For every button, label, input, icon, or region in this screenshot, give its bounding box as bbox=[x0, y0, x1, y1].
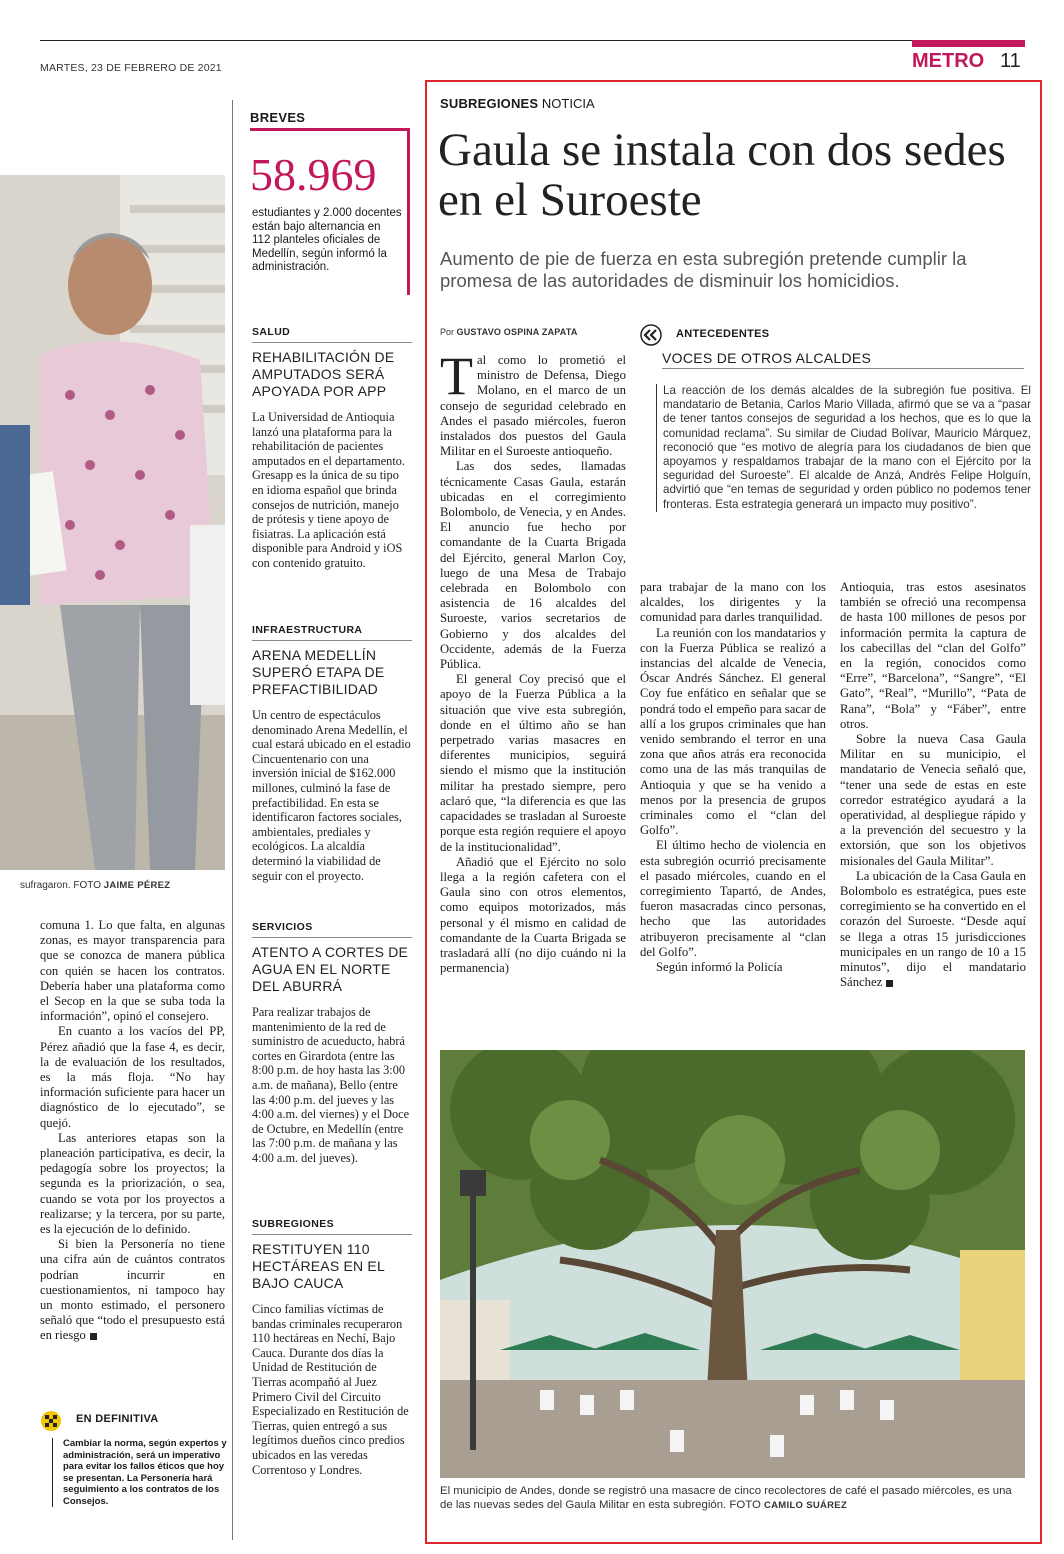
drop-cap: T bbox=[440, 346, 473, 406]
brief-tag: SALUD bbox=[252, 326, 291, 338]
issue-date: MARTES, 23 DE FEBRERO DE 2021 bbox=[40, 62, 222, 74]
section-bar bbox=[912, 40, 1025, 47]
paragraph: Las anteriores etapas son la planeación participativa, es decir, la pedagogía sobre los proyectos; la segunda es la priorización, o sea, cuando se vota por los proyectos a realizarse; y la tercera, por su parte, es la ejecución de lo definido. bbox=[40, 1130, 225, 1237]
brief-rule bbox=[252, 342, 412, 343]
column-divider bbox=[232, 100, 233, 1540]
andes-plaza-photo bbox=[440, 1050, 1025, 1478]
top-rule bbox=[40, 40, 1025, 41]
brief-tag: INFRAESTRUCTURA bbox=[252, 624, 363, 636]
article-column-2 bbox=[640, 580, 826, 975]
big-number: 58.969 bbox=[250, 149, 377, 200]
article-kicker: SUBREGIONES NOTICIA bbox=[440, 96, 595, 111]
paragraph: comuna 1. Lo que falta, en algunas zonas, es mayor transparencia para que se conozca de manera pública con quién se hacen los contratos. Debería haber una plataforma como el Secop en la que se suba toda la información”, opinó el consejero. bbox=[40, 918, 225, 1024]
brief-rule bbox=[252, 1234, 412, 1235]
paragraph: La ubicación de la Casa Gaula en Bolombolo es estratégica, pues este corregimiento se ha convertido en el corazón del Suroeste. “Desde aquí se llega a otras 15 jurisdicciones municipales en un rango de 10 a 15 minutos”, dijo el mandatario Sánchez bbox=[840, 868, 1026, 990]
brief-title: REHABILITACIÓN DE AMPUTADOS SERÁ APOYADA POR APP bbox=[252, 349, 395, 399]
section-name: METRO bbox=[912, 50, 985, 72]
brief-title: ARENA MEDELLÍN SUPERÓ ETAPA DE PREFACTIBILIDAD bbox=[252, 647, 385, 697]
paragraph: El general Coy precisó que el apoyo de la Fuerza Pública a la situación que vive esta subregión, donde en el último año se han perpetrado varias masacres en diferentes municipios, seguirá siendo el mismo que la institución militar ha prestado siempre, pero aclaró que, “la diferencia es que las capacidades se trasladan al Suroeste porque esta región requiere el apoyo de la institucionalidad”. bbox=[440, 672, 626, 854]
brief-tag: SUBREGIONES bbox=[252, 1218, 334, 1230]
paragraph: En cuanto a los vacíos del PP, Pérez añadió que la fase 4, es decir, la de evaluación de los resultados, es la más floja. “No hay información suficiente para hacer un diagnóstico de lo ejecutado”, se quejó. bbox=[40, 1024, 225, 1130]
paragraph: Tal como lo prometió el ministro de Defensa, Diego Molano, en el marco de un consejo de seguridad celebrado en Andes el pasado miércoles, fueron instalados dos puestos del Gaula Militar en el Suroeste antioqueño. bbox=[440, 346, 626, 459]
en-definitiva-text: Cambiar la norma, según expertos y administración, será un imperativo para evitar los fallos éticos que hoy se presentan. La Personería hará seguimiento a los contratos de los Consejos. bbox=[52, 1438, 233, 1507]
end-mark-icon bbox=[90, 1333, 97, 1340]
left-photo-caption: sufragaron. FOTO JAIME PÉREZ bbox=[20, 880, 171, 891]
accent-bar bbox=[407, 130, 410, 295]
brief-item bbox=[252, 921, 412, 1166]
article-column-1 bbox=[440, 346, 626, 976]
brief-body: Cinco familias víctimas de bandas criminales recuperaron 110 hectáreas en Nechí, Bajo Cauca. Durante dos días la Unidad de Restitución de Tierras acompañó al Juez Primero Civil del Circuito Especializado en Restitución de Tierras, quien entregó a sus legítimos dueños cinco predios ubicados en las veredas Correntoso y Londres. bbox=[252, 1302, 409, 1477]
paragraph: Según informó la Policía bbox=[656, 960, 783, 975]
main-photo-caption: El municipio de Andes, donde se registró una masacre de cinco recolectores de café el pasado miércoles, es una de las nuevas sedes del Gaula Militar en esta subregión. FOTO CAMILO SUÁREZ bbox=[440, 1485, 1012, 1511]
big-number-description: estudiantes y 2.000 docentes están bajo alternancia en 112 planteles oficiales de Medellín, según informó la administración. bbox=[252, 207, 402, 274]
breves-rule bbox=[250, 128, 410, 131]
brief-title: RESTITUYEN 110 HECTÁREAS EN EL BAJO CAUCA bbox=[252, 1241, 385, 1291]
woman-voting-photo bbox=[0, 175, 225, 870]
paragraph: El último hecho de violencia en esta subregión ocurrió precisamente el pasado miércoles, cuando en el corregimiento Tapartó, de Andes, fueron masacradas cinco personas, hecho que las autoridades atribuyeron precisamente al “clan del Golfo”. bbox=[640, 838, 826, 959]
brief-body: La Universidad de Antioquia lanzó una plataforma para la rehabilitación de pacientes amputados en el departamento. Gresapp es la única de su tipo en idioma español que brinda consejos de nutrición, manejo de prótesis y tiene apoyo de fisiatras. La aplicación está disponible para Android y iOS con contenido gratuito. bbox=[252, 410, 405, 570]
paragraph: La reunión con los mandatarios y con la Fuerza Pública se realizó a instancias del alcalde de Venecia, Óscar Andrés Sánchez. El general Coy fue enfático en señalar que se pondrá todo el empeño para sacar de allí a los grupos criminales que han venido sembrando el terror en una zona que años atrás era reconocida como una de las más tranquilas de Antioquia y que se ha venido a menos por la presencia de grupos criminales como el “clan del Golfo”. bbox=[640, 625, 827, 838]
antecedentes-text: La reacción de los demás alcaldes de la subregión fue positiva. El mandatario de Betania, Carlos Mario Villada, afirmó que se va a “pasar de tener tantos consejos de seguridad a los hechos, que es lo que la comunidad reclama”. Su similar de Ciudad Bolívar, Mauricio Márquez, reconoció que “es motivo de alegría para los ciudadanos de bien que apoyamos y respaldamos trabajar de la mano con el Ejército por la seguridad del Suroeste”. El alcalde de Anzá, Andrés Felipe Holguín, advirtió que “en temas de seguridad y orden público no podemos tener fronteras. Esta estrategia generará un impacto muy positivo”. bbox=[656, 384, 1031, 512]
main-photo-credit: CAMILO SUÁREZ bbox=[763, 1500, 848, 1511]
double-chevron-icon bbox=[640, 324, 662, 346]
brief-tag: SERVICIOS bbox=[252, 921, 313, 933]
article-headline: Gaula se instala con dos sedes en el Suroeste bbox=[438, 124, 1006, 226]
brief-item bbox=[252, 326, 412, 571]
brief-title: ATENTO A CORTES DE AGUA EN EL NORTE DEL ABURRÁ bbox=[252, 944, 409, 994]
article-column-3 bbox=[840, 580, 1026, 990]
paragraph: Antioquia, tras estos asesinatos también se ofreció una recompensa de hasta 100 millones de pesos por información permita la captura de los cabecillas del “clan del Golfo” en la región, conocidos como “Erre”, “Barcelona”, “Sangre”, “El Gato”, “Real”, “Murillo”, “Pata de Rana”, “Bola” y “Fáber”, entre otros. bbox=[840, 580, 1026, 731]
page-number: 11 bbox=[1000, 50, 1021, 72]
antecedentes-title: ANTECEDENTES bbox=[676, 328, 770, 340]
paragraph: Añadió que el Ejército no solo llega a la región cafetera con el Gaula sino con otros elementos, como equipos motorizados, más personal y él mismo en calidad de comandante de la Cuarta Brigada se trasladará allí (no dijo cuándo ni la permanencia) bbox=[440, 854, 626, 976]
end-mark-icon bbox=[886, 980, 893, 987]
article-byline: Por GUSTAVO OSPINA ZAPATA bbox=[440, 327, 578, 337]
paragraph: Sobre la nueva Casa Gaula Militar en su municipio, el mandatario de Venecia señaló que, “tener una sede de estas en este corredor estratégico ayudará a la operatividad, al despliegue rápido y a la prevención del secuestro y la extorsión, que son los objetivos misionales del Gaula Militar”. bbox=[840, 732, 1026, 868]
brief-item bbox=[252, 624, 412, 883]
antecedentes-subtitle: VOCES DE OTROS ALCALDES bbox=[662, 350, 1024, 369]
paragraph: Las dos sedes, llamadas técnicamente Casas Gaula, estarán ubicadas en el corregimiento Bolombolo, de Venecia, y en Andes. El anuncio fue hecho por comandante de la Cuarta Brigada del Ejército, general Marlon Coy, luego de una Mesa de Trabajo celebrada en Bolombolo con asistencia de 16 alcaldes del Suroeste, varios secretarios de Gobierno y dos alcaldes del Occidente, además de la Fuerza Pública. bbox=[440, 459, 626, 672]
paragraph: Si bien la Personería no tiene una cifra aún de cuántos contratos podrían incurrir en cuestionamientos, ni tampoco hay un monto estimado, el personero señaló que “todo el presupuesto está en riesgo bbox=[40, 1237, 225, 1343]
brief-rule bbox=[252, 937, 412, 938]
paragraph: para trabajar de la mano con los alcaldes, los dirigentes y la comunidad para darles tranquilidad. bbox=[640, 580, 826, 625]
en-definitiva-title: EN DEFINITIVA bbox=[76, 1413, 159, 1425]
left-article-column bbox=[40, 918, 225, 1344]
breves-title: BREVES bbox=[250, 110, 306, 125]
brief-body: Un centro de espectáculos denominado Arena Medellín, el cual estará ubicado en el estadio Cincuentenario con una inversión inicial de $162.000 millones, culminó la fase de prefactibilidad. En esta se identificaron factores sociales, ambientales, prediales y ecológicos. La alcaldía determinó la viabilidad de seguir con el proyecto. bbox=[252, 708, 411, 883]
breves-header bbox=[250, 110, 410, 131]
left-photo-credit: JAIME PÉREZ bbox=[103, 880, 171, 891]
brief-body: Para realizar trabajos de mantenimiento de la red de suministro de acueducto, habrá cortes en Girardota (entre las 8:00 p.m. de hoy hasta las 3:00 a.m. de mañana), Bello (entre las 4:00 p.m. del jueves y las 4:00 a.m. del viernes) y el Doce de Octubre, en Medellín (entre las 7:00 p.m. de mañana y las 4:00 a.m. del jueves). bbox=[252, 1005, 410, 1165]
article-dek: Aumento de pie de fuerza en esta subregión pretende cumplir la promesa de las autoridades de disminuir los homicidios. bbox=[440, 248, 967, 291]
checker-icon bbox=[40, 1410, 62, 1432]
brief-item bbox=[252, 1218, 412, 1477]
brief-rule bbox=[252, 640, 412, 641]
